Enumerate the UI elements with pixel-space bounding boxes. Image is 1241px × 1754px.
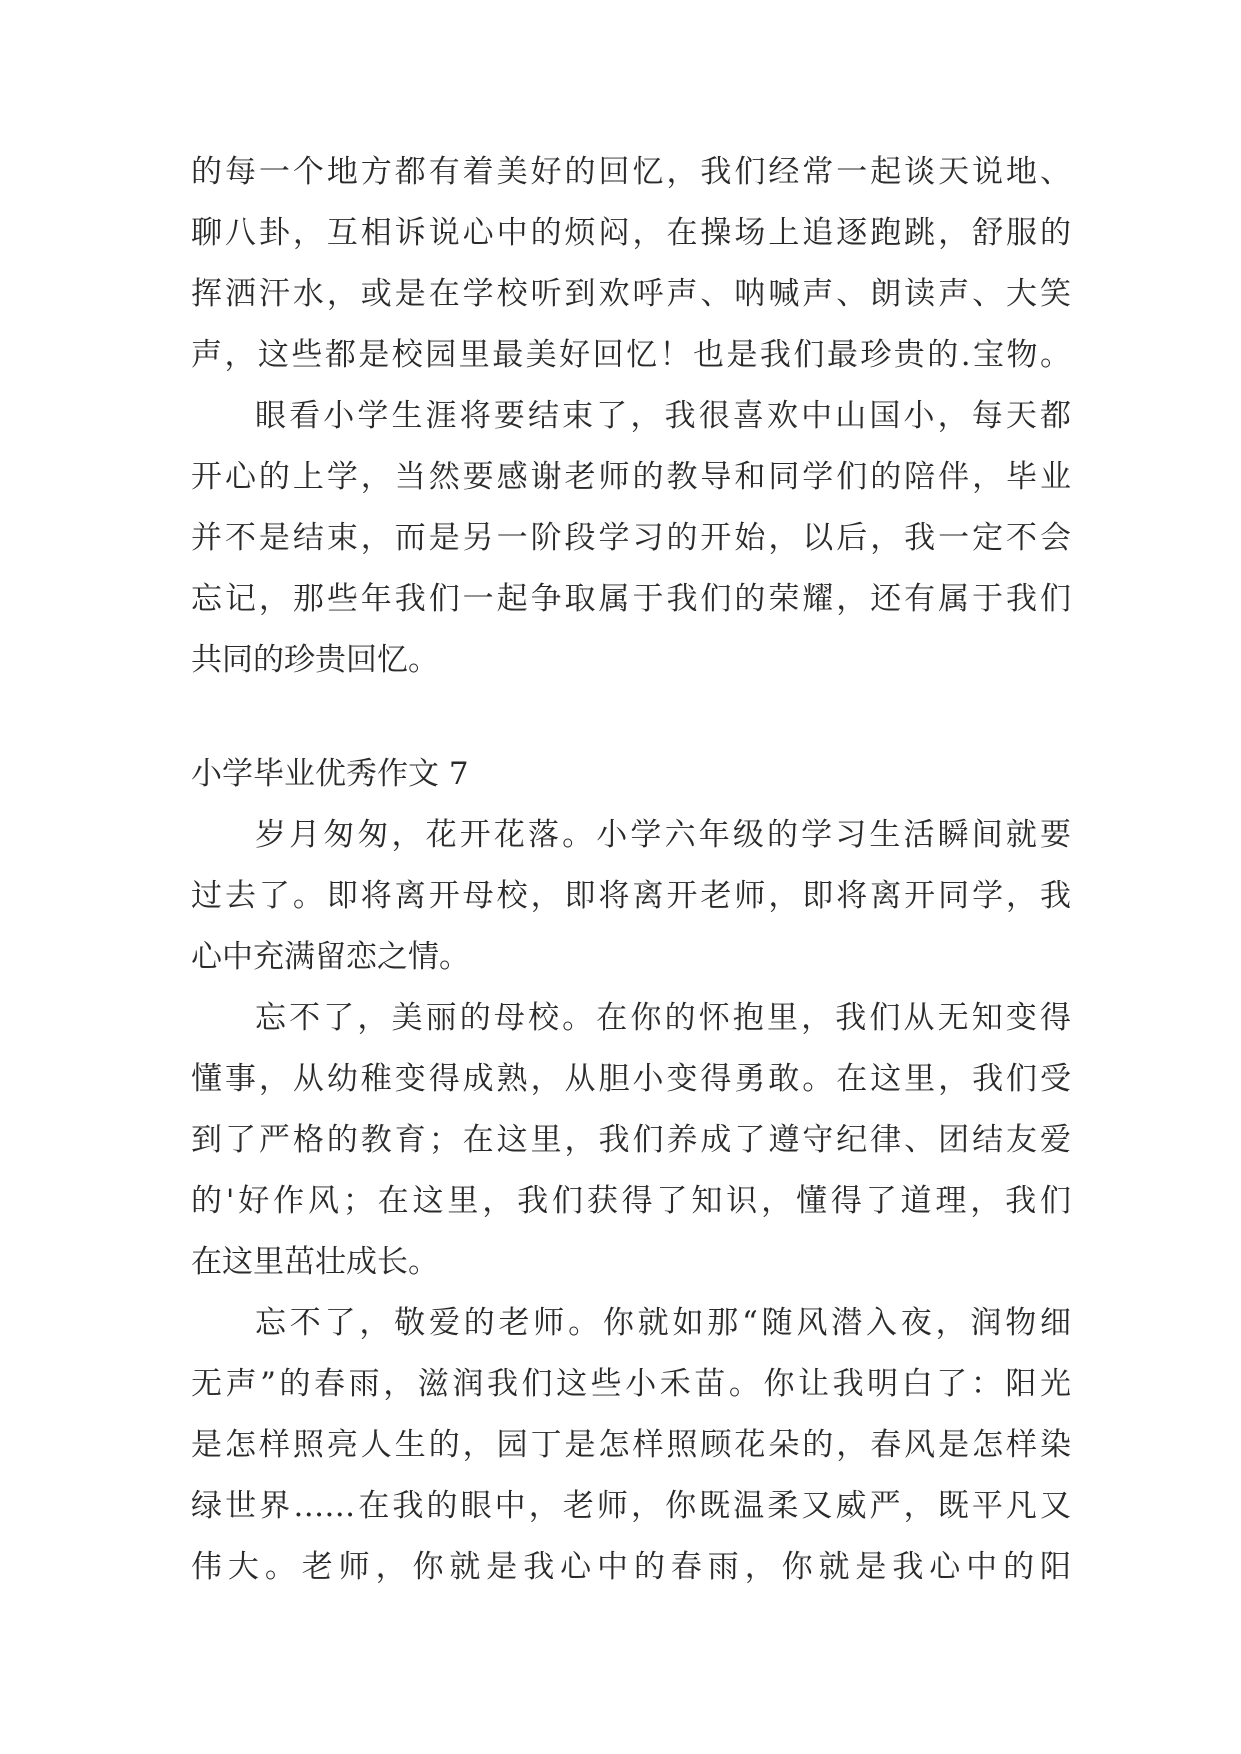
- paragraph-block-2: [191, 805, 1071, 1598]
- section-heading: 小学毕业优秀作文 7: [191, 756, 469, 792]
- text-line: 无声”的春雨，滋润我们这些小禾苗。你让我明白了：阳光: [191, 1366, 1071, 1402]
- text-line-indented: 忘不了，美丽的母校。在你的怀抱里，我们从无知变得: [255, 1000, 1071, 1036]
- text-line: 在这里茁壮成长。: [191, 1244, 439, 1280]
- text-line: 忘记，那些年我们一起争取属于我们的荣耀，还有属于我们: [191, 581, 1071, 617]
- text-line: 共同的珍贵回忆。: [191, 642, 439, 678]
- text-line: 的'好作风；在这里，我们获得了知识，懂得了道理，我们: [191, 1183, 1071, 1219]
- text-line: 挥洒汗水，或是在学校听到欢呼声、呐喊声、朗读声、大笑: [191, 276, 1071, 312]
- text-line: 懂事，从幼稚变得成熟，从胆小变得勇敢。在这里，我们受: [191, 1061, 1071, 1097]
- text-line: 过去了。即将离开母校，即将离开老师，即将离开同学，我: [191, 878, 1071, 914]
- text-line: 开心的上学，当然要感谢老师的教导和同学们的陪伴，毕业: [191, 459, 1071, 495]
- text-line: 心中充满留恋之情。: [191, 939, 470, 975]
- text-line: 到了严格的教育；在这里，我们养成了遵守纪律、团结友爱: [191, 1122, 1071, 1158]
- text-line: 绿世界……在我的眼中，老师，你既温柔又威严，既平凡又: [191, 1488, 1071, 1524]
- text-line: 是怎样照亮人生的，园丁是怎样照顾花朵的，春风是怎样染: [191, 1427, 1071, 1463]
- text-line: 聊八卦，互相诉说心中的烦闷，在操场上追逐跑跳，舒服的: [191, 215, 1071, 251]
- text-line: 声，这些都是校园里最美好回忆！也是我们最珍贵的.宝物。: [191, 337, 1071, 373]
- text-line: 并不是结束，而是另一阶段学习的开始，以后，我一定不会: [191, 520, 1071, 556]
- text-line: 伟大。老师，你就是我心中的春雨，你就是我心中的阳: [191, 1549, 1071, 1585]
- text-line-indented: 岁月匆匆，花开花落。小学六年级的学习生活瞬间就要: [255, 817, 1071, 853]
- text-line: 的每一个地方都有着美好的回忆，我们经常一起谈天说地、: [191, 154, 1071, 190]
- text-line-indented: 眼看小学生涯将要结束了，我很喜欢中山国小，每天都: [255, 398, 1071, 434]
- paragraph-block-1: [191, 142, 1071, 691]
- text-line-indented: 忘不了，敬爱的老师。你就如那“随风潜入夜，润物细: [255, 1305, 1071, 1341]
